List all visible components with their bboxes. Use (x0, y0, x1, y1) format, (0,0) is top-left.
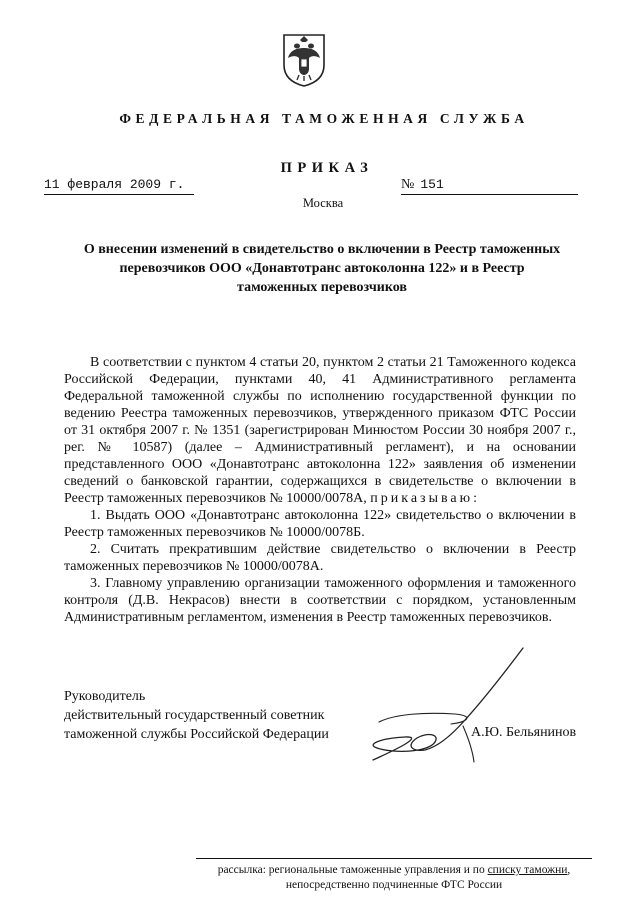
document-type-title: ПРИКАЗ (280, 160, 374, 176)
order-subject (52, 240, 592, 297)
order-item-2: 2. Считать прекратившим действие свидетельство о включении в Реестр таможенных перевозчиков № 10000/0078А. (64, 542, 576, 574)
signatory-title-line: действительный государственный советник (64, 708, 325, 723)
signatory-name: А.Ю. Бельянинов (471, 725, 577, 740)
distribution-underlined: списку таможни (487, 864, 568, 876)
order-number-label: № (401, 177, 415, 192)
city-name: Москва (302, 196, 344, 210)
distribution-line (196, 863, 592, 878)
agency-name: ФЕДЕРАЛЬНАЯ ТАМОЖЕННАЯ СЛУЖБА (119, 111, 529, 126)
distribution-line: непосредственно подчиненные ФТС России (285, 879, 503, 891)
signatory-position (64, 687, 329, 744)
distribution-suffix: , (567, 864, 571, 876)
subject-line: перевозчиков ООО «Донавтотранс автоколонна 122» и в Реестр (119, 261, 525, 276)
order-item-1: 1. Выдать ООО «Донавтотранс автоколонна 122» свидетельство о включении в Реестр таможенных перевозчиков № 10000/0078Б. (64, 508, 576, 540)
order-number-value: 151 (420, 177, 444, 192)
preamble-text: В соответствии с пунктом 4 статьи 20, пунктом 2 статьи 21 Таможенного кодекса Российской Федерации, пунктами 40, 41 Административного регламента Федеральной таможенной службы по исполнению государственной функции по ведению Реестра таможенных перевозчиков, утвержденного приказом ФТС России от 31 октября 2007 г. № 1351 (зарегистрирован Минюстом России 30 ноября 2007 г., рег. № 10587) (далее – Административный регламент), и на основании представленного ООО «Донавтотранс автоколонна 122» заявления об изменении сведений о банковской гарантии, содержащихся в свидетельстве о включении в Реестр таможенных перевозчиков № 10000/0078А, (64, 355, 576, 506)
signatory-title-line: Руководитель (64, 689, 146, 704)
signatory-title-line: таможенной службы Российской Федерации (64, 727, 329, 742)
order-number-field (401, 177, 578, 195)
order-word: приказываю: (370, 491, 480, 506)
subject-line: О внесении изменений в свидетельство о включении в Реестр таможенных (83, 242, 561, 257)
preamble-paragraph (64, 354, 576, 507)
order-item-3: 3. Главному управлению организации таможенного оформления и таможенного контроля (Д.В. Некрасов) внести в соответствии с порядком, установленным Административным регламентом, изменения в Реестр таможенных перевозчиков. (64, 576, 576, 625)
subject-line: таможенных перевозчиков (237, 280, 407, 295)
order-date-value: 11 февраля 2009 г. (44, 177, 185, 192)
order-date (44, 177, 194, 195)
distribution-list (196, 858, 592, 893)
state-emblem-icon (281, 31, 327, 87)
handwritten-signature (355, 642, 545, 767)
distribution-prefix: рассылка: региональные таможенные управления и по (217, 864, 488, 876)
order-body (64, 354, 576, 626)
